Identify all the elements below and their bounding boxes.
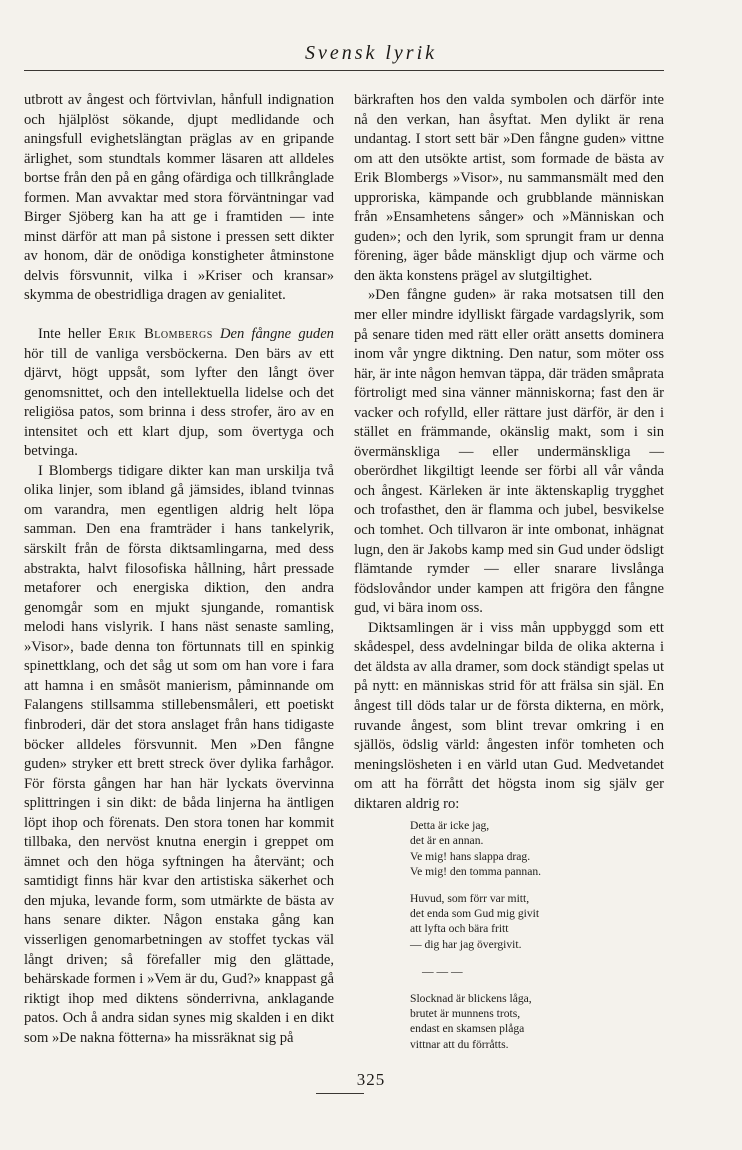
paragraph: bärkraften hos den valda symbolen och därför inte nå den verkan, han åsyftat. Men dylikt är rena undantag. I stort sett bär »Den fångne guden» vittne om att den utsökte artist, som formade de bästa av Erik Blombergs »Visor», nu sammansmält med den upproriska, kämpande och grubblande människan från »Ensamhetens sånger» och »Människan och guden»; och den lyrik, som sprungit fram ur denna förening, äger både mänskligt djup och värme och den äkta konstens prägel av slutgiltighet.: [354, 92, 664, 284]
footer-rule: [316, 1093, 364, 1094]
poem-line: det enda som Gud mig givit: [410, 907, 540, 921]
poem-line: att lyfta och bära fritt: [410, 922, 509, 936]
poem-line: Detta är icke jag,: [410, 819, 490, 833]
book-title: Den fångne guden: [219, 326, 334, 343]
poem-line: det är en annan.: [410, 834, 484, 848]
poem-line: Huvud, som förr var mitt,: [410, 892, 530, 906]
left-column: [24, 91, 334, 1048]
paragraph: Diktsamlingen är i viss mån uppbyggd som ett skådespel, dess avdelningar bilda de olika akterna i det äldsta av alla dramer, som dock ständigt spelas ut på nytt: en människas strid för att frälsa sin själ. En ångest till döds talar ur de första dikterna, en mörk, ruvande ångest, som blint trevar omkring i en själlös, ödslig värld: ångesten inför tomheten och meningslösheten i en värld utan Gud. Medvetandet om att ha förrått det högsta inom sig själv ger diktaren aldrig ro:: [354, 619, 664, 812]
paragraph: utbrott av ångest och förtvivlan, hånfull indignation och hjälplöst sökande, djupt medlidande och aningsfull evighetslängtan präglas av en gripande ärlighet, som stundtals kommer läsaren att alldeles bortse från den på en gång ofärdiga och tillkrånglade formen. Man avvaktar med stora förväntningar vad Birger Sjöberg kan ha att ge i framtiden — inte minst därför att man på sistone i pressen sett dikter av honom, där de onödiga konstigheter åtminstone delvis försvunnit, vilka i »Kriser och kransar» skymma de obestridliga dragen av genialitet.: [24, 92, 334, 304]
paragraph: »Den fångne guden» är raka motsatsen till den mer eller mindre idylliskt färgade vardagslyrik, som på senare tiden med rätt eller orätt ansetts dominera inom vår yngre diktning. Den natur, som möter oss här, är inte någon hemvan täppa, där träden småprata förtroligt med sina vänner människorna; fast den är vacker och rofylld, eller rättare just därför, är den i stället en främmande, okänslig makt, som i sin övermänskliga — eller undermänskliga — oberördhet likgiltigt leende ser förbi all vår vånda och ångest. Kärleken är inte äktenskaplig trygghet och trofasthet, den är flamma och jubel, besvikelse och tomhet. Och tillvaron är inte ombonat, inhägnat lugn, den är Jakobs kamp med sin Gud under ödsligt flämtande rymder — eller snarare livslånga födslovåndor under kampen att frigöra den fångne gud, vi bära inom oss.: [354, 287, 664, 617]
poem-line: Slocknad är blickens låga,: [410, 992, 532, 1006]
poem-line: — dig har jag övergivit.: [410, 937, 522, 951]
poem-stanza: [410, 991, 664, 1052]
paragraph: I Blombergs tidigare dikter kan man urskilja två olika linjer, som ibland gå jämsides, ibland tvinnas om varandra, men egentligen aldrig helt löpa samman. Den ena framträder i hans tankelyrik, särskilt från de första diktsamlingarna, med dess abstrakta, halvt filosofiska hållning, hårt pressade metaforer och energiska diktion, den andra genomgår som en mjukt sjungande, romantisk melodi hans vislyrik. I hans näst senaste samling, »Visor», bade denna ton förtunnats till en spinkig spinettklang, och det såg ut som om han vore i fara att hamna i en småsöt manierism, påminnande om Falangens stillsamma stillebensmåleri, ett poetiskt finbroderi, där det stora anslaget från hans tidigaste böcker alldeles försvunnit. Men »Den fångne guden» stryker ett brett streck över dylika farhågor. För första gången har han här lyckats övervinna splittringen i sin dikt: de båda linjerna ha äntligen löpt ihop och förenats. Den stora tonen har kommit tillbaka, den nervöst knutna energin i greppet om ämnet och den höga syftningen ha återvänt; och samtidigt finns här kvar den artistiska säkerhet och den mjuka, levande form, som utmärkte de bästa av hans senare dikter. Någon enstaka gång kan visserligen genomarbetningen av stoffet tyckas väl långt driven; så förefaller mig den glättade, behärskade formen i »Vem är du, Gud?» knappast gå riktigt ihop med diktens sönderrivna, anklagande patos. Och å andra sidan synes mig skalden i en dikt som »De nakna fötterna» ha missräknat sig på: [24, 462, 334, 1046]
stanza-separator: — — —: [422, 964, 463, 978]
right-column: [354, 91, 664, 1064]
paragraph: [24, 325, 334, 462]
poem-line: Ve mig! hans slappa drag.: [410, 849, 531, 863]
page-number: 325: [356, 1070, 386, 1089]
poem-line: endast en skamsen plåga: [410, 1022, 525, 1036]
poem-line: Ve mig! den tomma pannan.: [410, 864, 542, 878]
text-run: hör till de vanliga versböckerna. Den bärs av ett djärvt, högt uppsåt, som lyfter den långt över genomsnittet, och den intellektuella lidelse och det religiösa patos, som brinna i dess strofer, äro av en intensitet och ett klart djup, som övertyga och betvinga.: [24, 345, 334, 460]
running-head: Svensk lyrik: [304, 42, 438, 64]
poem-stanza: [410, 818, 664, 879]
poem-quote: [410, 818, 664, 1052]
poem-line: brutet är munnens trots,: [410, 1007, 521, 1021]
poem-line: vittnar att du förråtts.: [410, 1037, 509, 1051]
author-name: Erik Blombergs: [108, 326, 213, 343]
text-run: Inte heller: [38, 326, 102, 343]
poem-stanza: [410, 891, 664, 952]
header-rule: [24, 70, 664, 71]
